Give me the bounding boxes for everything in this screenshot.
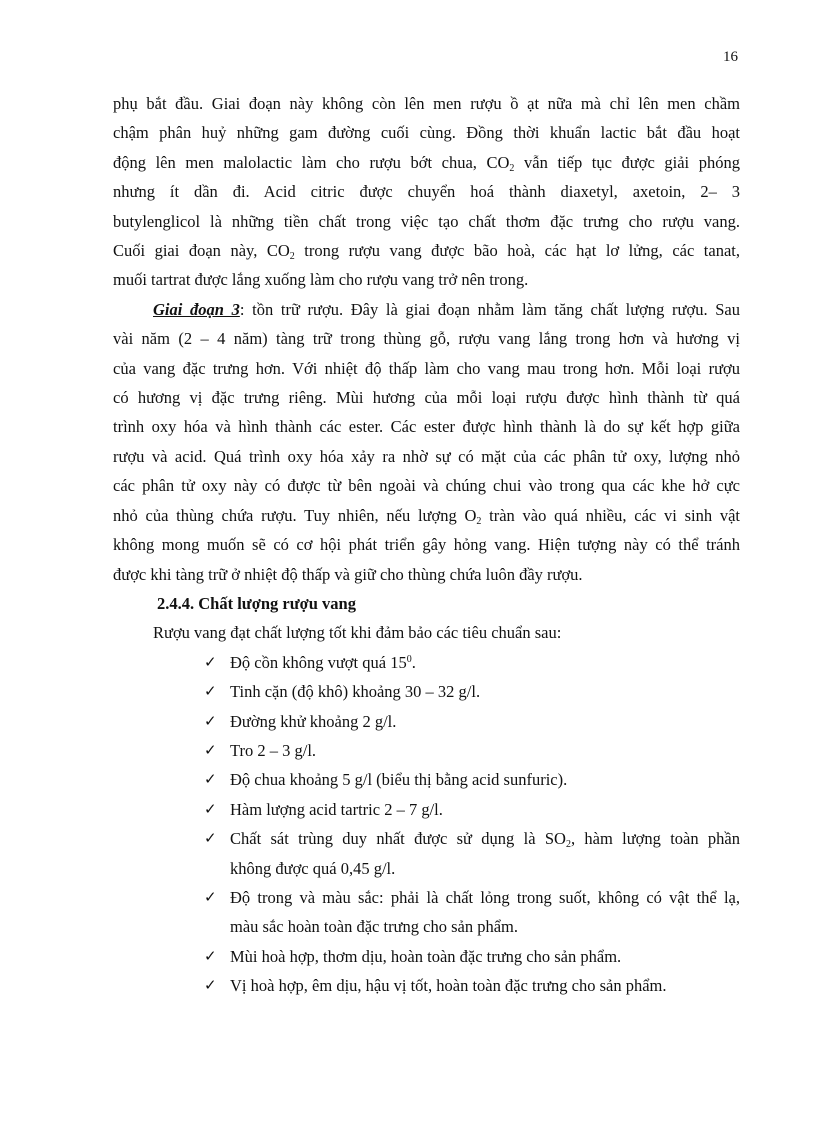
text-line: được khi tàng trữ ở nhiệt độ thấp và giữ cho thùng chứa luôn đầy rượu. <box>113 564 583 584</box>
checkmark-icon: ✓ <box>204 976 217 995</box>
list-item: ✓ Tinh cặn (độ khô) khoảng 30 – 32 g/l. <box>113 677 740 706</box>
stage-label: Giai đoạn 3 <box>153 299 240 319</box>
text-line: nhỏ của thùng chứa rượu. Tuy nhiên, nếu lượng $O_2$ tràn vào quá nhiều, các vi sinh vật <box>113 505 740 527</box>
text-line: vài năm (2 – 4 năm) tàng trữ trong thùng gỗ, rượu vang lắng trong hơn và hương vị <box>113 329 740 349</box>
list-item: ✓ Độ trong và màu sắc: phải là chất lỏng trong suốt, không có vật thể lạ, màu sắc hoàn toàn đặc trưng cho sản phẩm. <box>113 883 740 942</box>
list-item: ✓ Đường khử khoảng 2 g/l. <box>113 707 740 736</box>
checkmark-icon: ✓ <box>204 770 217 789</box>
text-line: muối tartrat được lắng xuống làm cho rượu vang trở nên trong. <box>113 270 529 290</box>
checkmark-icon: ✓ <box>204 829 217 848</box>
text-line: các phân tử oxy này có được từ bên ngoài và chúng chui vào trong qua các khe hở cực <box>113 476 740 496</box>
text-line: rượu và acid. Quá trình oxy hóa xảy ra nhờ sự có mặt của các phân tử oxy, lượng nhỏ <box>113 446 740 466</box>
text-line: chậm phân huỷ những gam đường cuối cùng. Đồng thời khuẩn lactic bắt đầu hoạt <box>113 123 740 143</box>
quality-checklist <box>113 648 740 1001</box>
list-item: ✓ Vị hoà hợp, êm dịu, hậu vị tốt, hoàn toàn đặc trưng cho sản phẩm. <box>113 971 740 1000</box>
checkmark-icon: ✓ <box>204 711 217 730</box>
text-line: nhưng ít dần đi. Acid citric được chuyển hoá thành diaxetyl, axetoin, 2– 3 <box>113 182 740 202</box>
checkmark-icon: ✓ <box>204 652 217 671</box>
text-line: butylenglicol là những tiền chất trong việc tạo chất thơm đặc trưng cho rượu vang. <box>113 211 740 231</box>
page-number: 16 <box>723 49 738 65</box>
checkmark-icon: ✓ <box>204 887 217 906</box>
list-item: ✓ Tro 2 – 3 g/l. <box>113 736 740 765</box>
text-line: động lên men malolactic làm cho rượu bớt chua, $CO_2$ vẫn tiếp tục được giải phóng <box>113 152 740 174</box>
paragraph-stage2-continued <box>113 89 740 295</box>
checkmark-icon: ✓ <box>204 946 217 965</box>
checkmark-icon: ✓ <box>204 740 217 759</box>
list-item: ✓ Hàm lượng acid tartric 2 – 7 g/l. <box>113 795 740 824</box>
section-intro: Rượu vang đạt chất lượng tốt khi đảm bảo các tiêu chuẩn sau: <box>153 623 562 643</box>
list-item: ✓ Độ cồn không vượt quá $15^0$. <box>113 648 740 677</box>
text-line: Cuối giai đoạn này, $CO_2$ trong rượu vang được bão hoà, các hạt lơ lửng, các tanat, <box>113 241 740 263</box>
text-line: của vang đặc trưng hơn. Với nhiệt độ thấp làm cho vang mau trong hơn. Mỗi loại rượu <box>113 358 740 378</box>
text-line: trình oxy hóa và hình thành các ester. Các ester được hình thành là do sự kết hợp giữa <box>113 417 740 437</box>
text-line: phụ bắt đầu. Giai đoạn này không còn lên men rượu ồ ạt nữa mà chỉ lên men chầm <box>113 94 740 113</box>
list-item: ✓ Độ chua khoảng 5 g/l (biểu thị bằng acid sunfuric). <box>113 765 740 794</box>
text-line: Giai đoạn 3: tồn trữ rượu. Đây là giai đoạn nhằm làm tăng chất lượng rượu. Sau <box>153 299 740 319</box>
paragraph-stage3 <box>113 295 740 589</box>
checkmark-icon: ✓ <box>204 682 217 701</box>
list-item: ✓ Mùi hoà hợp, thơm dịu, hoàn toàn đặc trưng cho sản phẩm. <box>113 942 740 971</box>
checkmark-icon: ✓ <box>204 799 217 818</box>
list-item: ✓ Chất sát trùng duy nhất được sử dụng là $SO_2$, hàm lượng toàn phần không được quá 0,45 g/l. <box>113 824 740 883</box>
section-heading: 2.4.4. Chất lượng rượu vang <box>157 593 356 613</box>
text-line: không mong muốn sẽ có cơ hội phát triển gây hỏng vang. Hiện tượng này có thể tránh <box>113 535 740 555</box>
document-body <box>113 89 740 1001</box>
text-line: có hương vị đặc trưng riêng. Mùi hương của mỗi loại rượu được hình thành từ quá <box>113 388 740 408</box>
